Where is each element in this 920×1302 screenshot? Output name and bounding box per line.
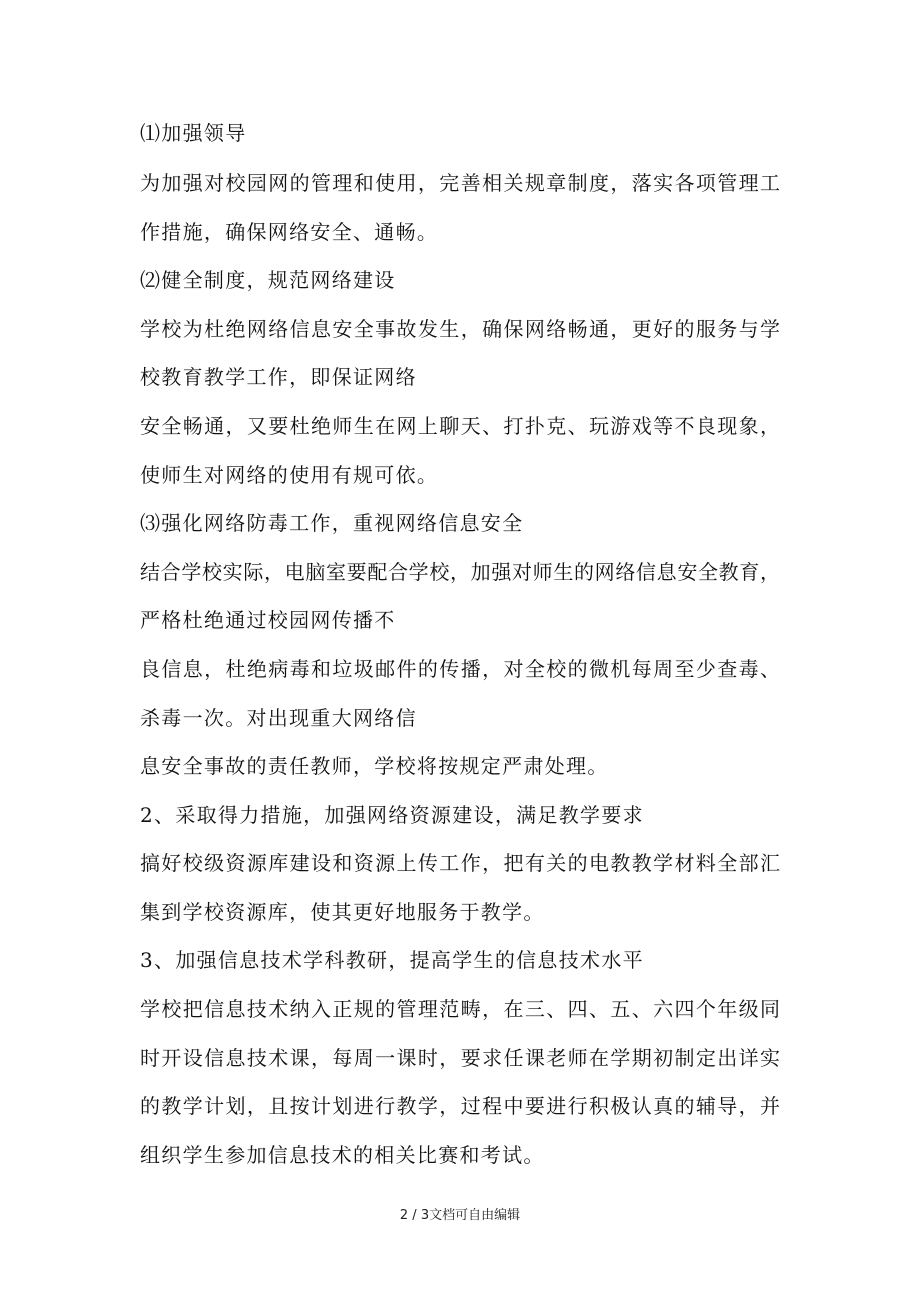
paragraph-line: 安全畅通，又要杜绝师生在网上聊天、打扑克、玩游戏等不良现象， (140, 414, 780, 438)
paragraph-line: 集到学校资源库，使其更好地服务于教学。 (140, 900, 545, 924)
heading-strengthen-leadership: ⑴加强领导 (140, 121, 247, 145)
heading-network-resources: 2、采取得力措施，加强网络资源建设，满足教学要求 (140, 803, 644, 827)
heading-improve-system: ⑵健全制度，规范网络建设 (140, 268, 396, 292)
paragraph-line: 校教育教学工作，即保证网络 (140, 365, 417, 389)
paragraph-line: 学校把信息技术纳入正规的管理范畴，在三、四、五、六四个年级同 (140, 997, 780, 1021)
paragraph-line: 组织学生参加信息技术的相关比赛和考试。 (140, 1143, 545, 1167)
paragraph-line: 使师生对网络的使用有规可依。 (140, 463, 439, 487)
paragraph-line: 学校为杜绝网络信息安全事故发生，确保网络畅通，更好的服务与学 (140, 317, 780, 341)
page-footer: 2 / 3文档可自由编辑 (399, 1208, 521, 1223)
paragraph-line: 严格杜绝通过校园网传播不 (140, 608, 396, 632)
heading-it-teaching-research: 3、加强信息技术学科教研，提高学生的信息技术水平 (140, 948, 644, 972)
paragraph-line: 作措施，确保网络安全、通畅。 (140, 220, 439, 244)
paragraph-line: 杀毒一次。对出现重大网络信 (140, 706, 417, 730)
paragraph-line: 时开设信息技术课，每周一课时，要求任课老师在学期初制定出详实 (140, 1046, 780, 1070)
heading-antivirus-work: ⑶强化网络防毒工作，重视网络信息安全 (140, 511, 524, 535)
paragraph-line: 息安全事故的责任教师，学校将按规定严肃处理。 (140, 754, 609, 778)
paragraph-line: 的教学计划，且按计划进行教学，过程中要进行积极认真的辅导，并 (140, 1094, 780, 1118)
paragraph-line: 为加强对校园网的管理和使用，完善相关规章制度，落实各项管理工 (140, 171, 780, 195)
paragraph-line: 良信息，杜绝病毒和垃圾邮件的传播，对全校的微机每周至少查毒、 (140, 657, 780, 681)
paragraph-line: 搞好校级资源库建设和资源上传工作，把有关的电教教学材料全部汇 (140, 851, 780, 875)
paragraph-line: 结合学校实际，电脑室要配合学校，加强对师生的网络信息安全教育， (140, 560, 780, 584)
